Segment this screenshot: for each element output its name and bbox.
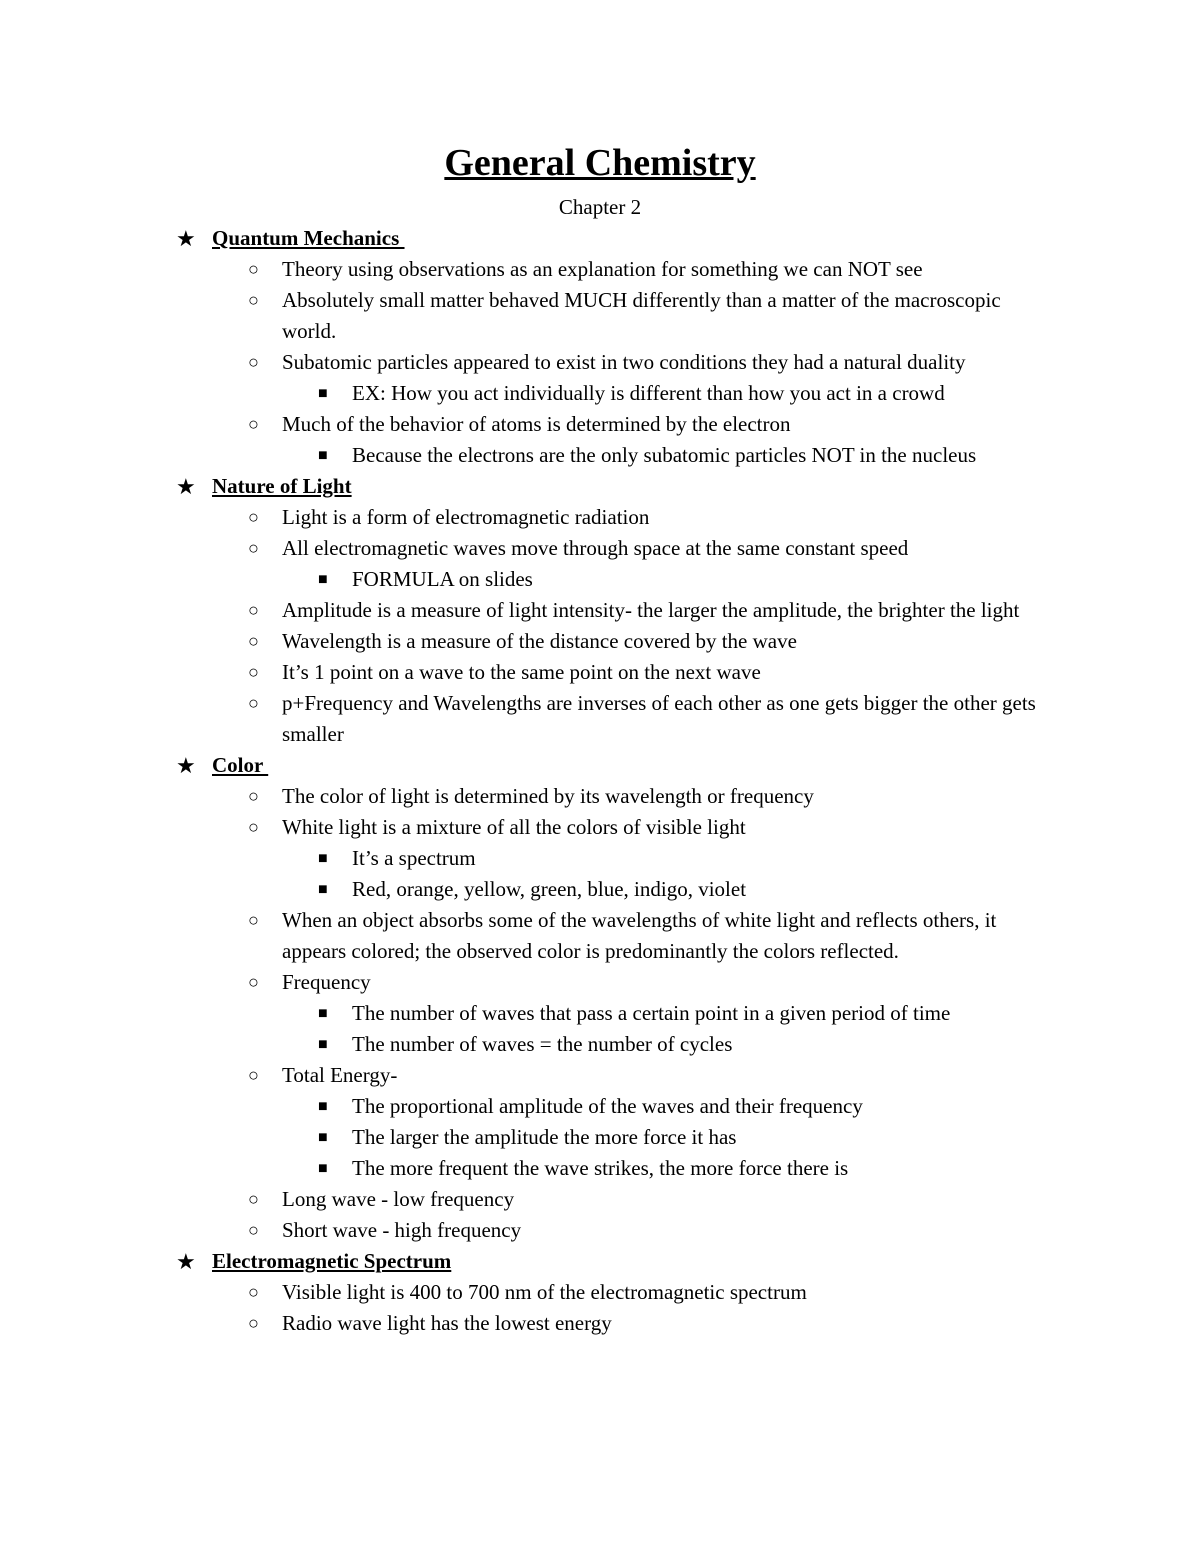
list-item: [0, 967, 1200, 998]
circle-bullet-icon: ○: [248, 600, 259, 620]
sub-list-item-text: Red, orange, yellow, green, blue, indigo, violet: [352, 877, 747, 901]
section-heading: [0, 223, 1200, 254]
circle-bullet-icon: ○: [248, 910, 259, 930]
sub-list-item: [0, 1029, 1200, 1060]
circle-bullet-icon: ○: [248, 538, 259, 558]
section-heading-text: Color: [212, 753, 269, 777]
circle-bullet-icon: ○: [248, 631, 259, 651]
square-bullet-icon: ■: [318, 1160, 328, 1177]
list-item: [0, 812, 1200, 843]
outline-section: [0, 1246, 1200, 1339]
list-item-text: Absolutely small matter behaved MUCH differently than a matter of the macroscopic world.: [282, 288, 1001, 343]
circle-bullet-icon: ○: [248, 352, 259, 372]
circle-bullet-icon: ○: [248, 507, 259, 527]
sub-list-item: [0, 843, 1200, 874]
list-item: [0, 626, 1200, 657]
section-heading-text: Quantum Mechanics: [212, 226, 405, 250]
section-heading-text: Nature of Light: [212, 474, 352, 498]
sub-list-item-text: The larger the amplitude the more force it has: [352, 1125, 737, 1149]
sub-list-item-text: The number of waves = the number of cycles: [352, 1032, 733, 1056]
list-item-text: Frequency: [282, 970, 371, 994]
sub-list-item: [0, 998, 1200, 1029]
list-item: [0, 502, 1200, 533]
square-bullet-icon: ■: [318, 1098, 328, 1115]
list-item-text: Long wave - low frequency: [282, 1187, 515, 1211]
list-item-text: White light is a mixture of all the colors of visible light: [282, 815, 746, 839]
list-item-text: Much of the behavior of atoms is determined by the electron: [282, 412, 791, 436]
sub-list-item-text: The proportional amplitude of the waves and their frequency: [352, 1094, 863, 1118]
list-item: [0, 1184, 1200, 1215]
star-bullet-icon: ★: [176, 226, 196, 251]
circle-bullet-icon: ○: [248, 1065, 259, 1085]
list-item-text: It’s 1 point on a wave to the same point on the next wave: [282, 660, 761, 684]
sub-list-item: [0, 378, 1200, 409]
sub-list-item-text: FORMULA on slides: [352, 567, 533, 591]
list-item-text: p+Frequency and Wavelengths are inverses of each other as one gets bigger the other gets smaller: [282, 691, 1036, 746]
list-item: [0, 409, 1200, 440]
list-item: [0, 254, 1200, 285]
sub-list-item: [0, 440, 1200, 471]
circle-bullet-icon: ○: [248, 693, 259, 713]
list-item-text: Radio wave light has the lowest energy: [282, 1311, 612, 1335]
list-item-text: Short wave - high frequency: [282, 1218, 522, 1242]
list-item-text: Theory using observations as an explanation for something we can NOT see: [282, 257, 923, 281]
list-item: [0, 285, 1200, 347]
sub-list-item: [0, 874, 1200, 905]
list-item: [0, 533, 1200, 564]
list-item-text: Visible light is 400 to 700 nm of the electromagnetic spectrum: [282, 1280, 807, 1304]
list-item: [0, 905, 1200, 967]
notes-outline: [0, 223, 1200, 1339]
list-item: [0, 1060, 1200, 1091]
sub-list-item-text: Because the electrons are the only subatomic particles NOT in the nucleus: [352, 443, 977, 467]
page-title: General Chemistry: [444, 142, 756, 184]
list-item-text: All electromagnetic waves move through space at the same constant speed: [282, 536, 909, 560]
square-bullet-icon: ■: [318, 571, 328, 588]
list-item: [0, 1277, 1200, 1308]
square-bullet-icon: ■: [318, 1129, 328, 1146]
circle-bullet-icon: ○: [248, 290, 259, 310]
circle-bullet-icon: ○: [248, 259, 259, 279]
circle-bullet-icon: ○: [248, 1189, 259, 1209]
square-bullet-icon: ■: [318, 881, 328, 898]
circle-bullet-icon: ○: [248, 972, 259, 992]
list-item: [0, 347, 1200, 378]
outline-section: [0, 750, 1200, 1246]
section-heading-text: Electromagnetic Spectrum: [212, 1249, 452, 1273]
circle-bullet-icon: ○: [248, 817, 259, 837]
section-heading: [0, 750, 1200, 781]
outline-section: [0, 223, 1200, 471]
star-bullet-icon: ★: [176, 753, 196, 778]
page-subtitle: Chapter 2: [558, 195, 642, 219]
square-bullet-icon: ■: [318, 1005, 328, 1022]
sub-list-item-text: The more frequent the wave strikes, the more force there is: [352, 1156, 849, 1180]
sub-list-item: [0, 1122, 1200, 1153]
sub-list-item-text: It’s a spectrum: [352, 846, 476, 870]
list-item-text: Amplitude is a measure of light intensity- the larger the amplitude, the brighter the light: [282, 598, 1020, 622]
circle-bullet-icon: ○: [248, 1282, 259, 1302]
star-bullet-icon: ★: [176, 474, 196, 499]
outline-section: [0, 471, 1200, 750]
square-bullet-icon: ■: [318, 850, 328, 867]
list-item: [0, 1308, 1200, 1339]
list-item: [0, 595, 1200, 626]
circle-bullet-icon: ○: [248, 1313, 259, 1333]
sub-list-item: [0, 1153, 1200, 1184]
circle-bullet-icon: ○: [248, 786, 259, 806]
list-item: [0, 657, 1200, 688]
list-item: [0, 781, 1200, 812]
square-bullet-icon: ■: [318, 1036, 328, 1053]
square-bullet-icon: ■: [318, 385, 328, 402]
circle-bullet-icon: ○: [248, 662, 259, 682]
list-item-text: Subatomic particles appeared to exist in two conditions they had a natural duality: [282, 350, 966, 374]
list-item: [0, 1215, 1200, 1246]
section-heading: [0, 1246, 1200, 1277]
sub-list-item: [0, 564, 1200, 595]
list-item-text: Total Energy-: [282, 1063, 398, 1087]
list-item-text: Wavelength is a measure of the distance covered by the wave: [282, 629, 797, 653]
section-heading: [0, 471, 1200, 502]
sub-list-item: [0, 1091, 1200, 1122]
square-bullet-icon: ■: [318, 447, 328, 464]
list-item-text: The color of light is determined by its wavelength or frequency: [282, 784, 814, 808]
circle-bullet-icon: ○: [248, 414, 259, 434]
circle-bullet-icon: ○: [248, 1220, 259, 1240]
star-bullet-icon: ★: [176, 1249, 196, 1274]
list-item-text: When an object absorbs some of the wavelengths of white light and reflects others, it appears colored; the observed color is predominantly the colors reflected.: [282, 908, 997, 963]
list-item: [0, 688, 1200, 750]
sub-list-item-text: The number of waves that pass a certain point in a given period of time: [352, 1001, 951, 1025]
list-item-text: Light is a form of electromagnetic radiation: [282, 505, 650, 529]
sub-list-item-text: EX: How you act individually is different than how you act in a crowd: [352, 381, 945, 405]
